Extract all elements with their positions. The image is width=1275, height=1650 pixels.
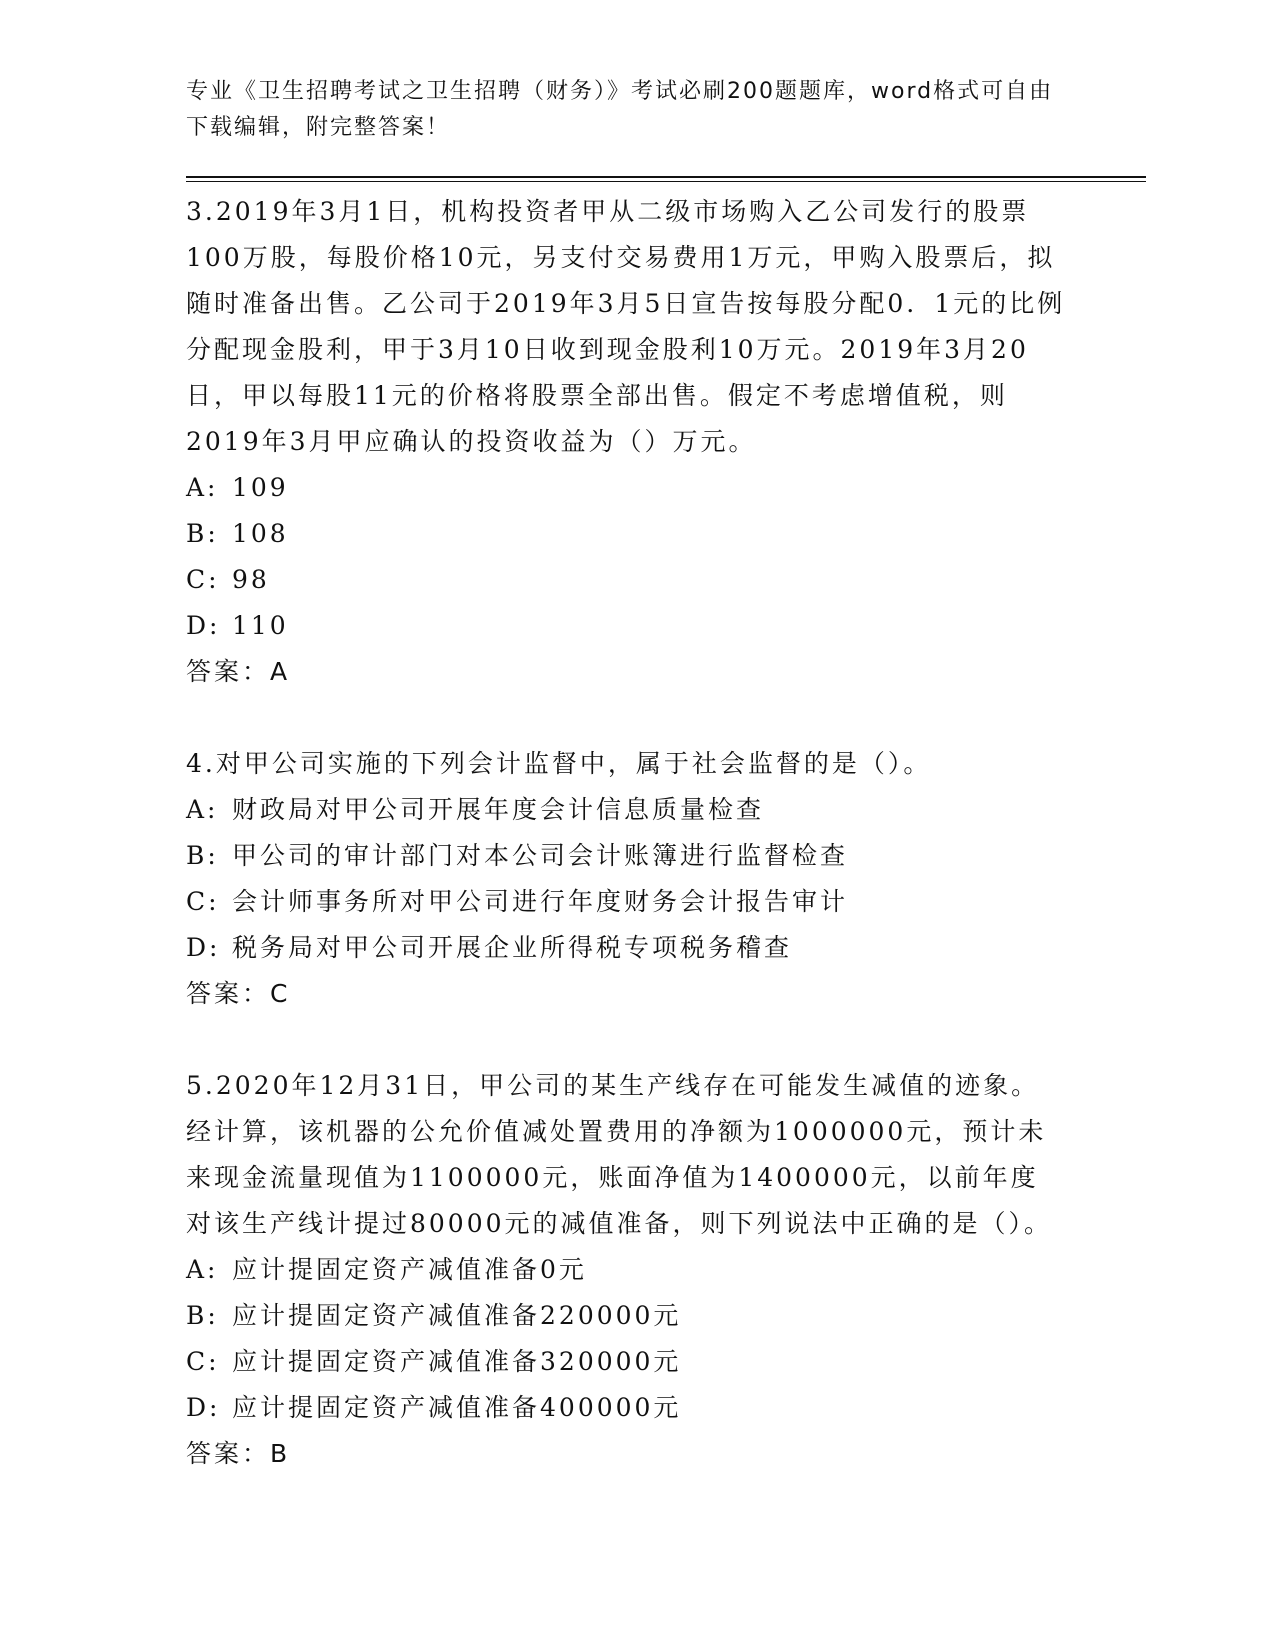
question-stem: 5.2020年12月31日，甲公司的某生产线存在可能发生减值的迹象。经计算，该机器的公允价值减处置费用的净额为1000000元，预计未来现金流量现值为1100000元，账面净值为1400000元，以前年度对该生产线计提过80000元的减值准备，则下列说法中正确的是（）。 xyxy=(186,1071,1053,1238)
option-letter: D: xyxy=(186,933,221,962)
option-text: 税务局对甲公司开展企业所得税专项税务稽查 xyxy=(232,933,793,962)
answer-line: 答案：C xyxy=(186,979,291,1008)
option-c xyxy=(186,1339,1066,1385)
option-a xyxy=(186,465,1066,511)
option-text: 应计提固定资产减值准备0元 xyxy=(232,1255,587,1284)
option-c xyxy=(186,557,1066,603)
question-3 xyxy=(186,189,1066,695)
question-spacer xyxy=(186,1017,1066,1063)
option-text: 98 xyxy=(232,565,270,594)
option-letter: C: xyxy=(186,1347,220,1376)
option-letter: A: xyxy=(186,1255,219,1284)
option-c xyxy=(186,879,1066,925)
option-letter: C: xyxy=(186,887,220,916)
question-stem: 3.2019年3月1日，机构投资者甲从二级市场购入乙公司发行的股票100万股，每股价格10元，另支付交易费用1万元，甲购入股票后，拟随时准备出售。乙公司于2019年3月5日宣告按每股分配0．1元的比例分配现金股利，甲于3月10日收到现金股利10万元。2019年3月20日，甲以每股11元的价格将股票全部出售。假定不考虑增值税，则2019年3月甲应确认的投资收益为（）万元。 xyxy=(186,197,1066,456)
option-letter: D: xyxy=(186,1393,221,1422)
question-5 xyxy=(186,1063,1066,1477)
option-letter: A: xyxy=(186,473,219,502)
option-d xyxy=(186,925,1066,971)
option-letter: A: xyxy=(186,795,219,824)
option-letter: B: xyxy=(186,519,219,548)
option-b xyxy=(186,833,1066,879)
option-text: 108 xyxy=(232,519,289,548)
question-stem: 4.对甲公司实施的下列会计监督中，属于社会监督的是（）。 xyxy=(186,749,932,778)
option-b xyxy=(186,1293,1066,1339)
option-text: 110 xyxy=(232,611,289,640)
question-list xyxy=(186,189,1066,1477)
option-letter: D: xyxy=(186,611,221,640)
option-d xyxy=(186,603,1066,649)
option-text: 应计提固定资产减值准备400000元 xyxy=(232,1393,682,1422)
option-text: 应计提固定资产减值准备220000元 xyxy=(232,1301,682,1330)
option-letter: B: xyxy=(186,841,219,870)
option-a xyxy=(186,1247,1066,1293)
option-text: 109 xyxy=(232,473,289,502)
question-4 xyxy=(186,741,1066,1017)
option-text: 会计师事务所对甲公司进行年度财务会计报告审计 xyxy=(232,887,849,916)
header-divider-thick xyxy=(186,176,1146,178)
option-text: 甲公司的审计部门对本公司会计账簿进行监督检查 xyxy=(232,841,849,870)
option-a xyxy=(186,787,1066,833)
answer-line: 答案：A xyxy=(186,657,291,686)
option-d xyxy=(186,1385,1066,1431)
option-b xyxy=(186,511,1066,557)
question-spacer xyxy=(186,695,1066,741)
document-header: 专业《卫生招聘考试之卫生招聘（财务）》考试必刷200题题库，word格式可自由下载编辑，附完整答案！ xyxy=(186,79,1054,140)
option-text: 财政局对甲公司开展年度会计信息质量检查 xyxy=(232,795,765,824)
option-letter: B: xyxy=(186,1301,219,1330)
header-divider-thin xyxy=(186,181,1146,182)
option-letter: C: xyxy=(186,565,220,594)
answer-line: 答案：B xyxy=(186,1439,291,1468)
option-text: 应计提固定资产减值准备320000元 xyxy=(232,1347,682,1376)
